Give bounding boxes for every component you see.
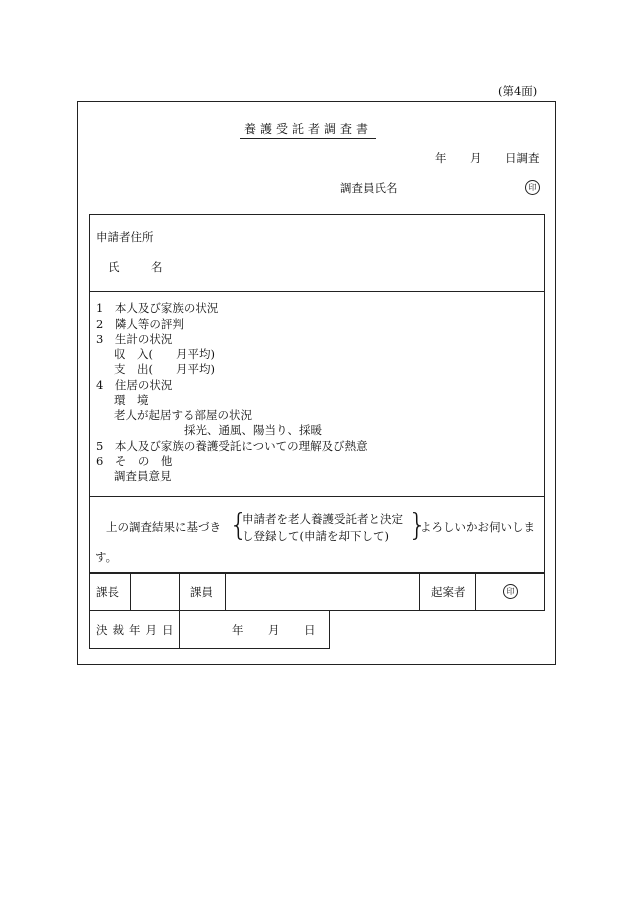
drafter-label: 起案者 — [431, 585, 466, 599]
conclusion-prefix: 上の調査結果に基づき — [106, 520, 221, 534]
survey-month-label: 月 — [470, 151, 482, 165]
item-livelihood: 3 生計の状況 — [96, 332, 173, 346]
item-environment: 環 境 — [114, 393, 149, 407]
seal-icon: 印 — [525, 180, 540, 195]
survey-year-label: 年 — [435, 151, 447, 165]
decision-month-label: 月 — [268, 623, 280, 637]
investigator-name-label: 調査員氏名 — [340, 181, 398, 195]
staff-label: 課員 — [190, 585, 213, 599]
item-understanding: 5 本人及び家族の養護受託についての理解及び熱意 — [96, 439, 368, 453]
right-brace-icon: } — [408, 508, 428, 543]
applicant-address-label: 申請者住所 — [96, 230, 154, 244]
item-residence: 4 住居の状況 — [96, 378, 173, 392]
conclusion-suffix: よろしいかお伺いしま — [420, 520, 535, 534]
conclusion-option-2: し登録して(申請を却下して) — [242, 529, 389, 543]
survey-day-label: 日調査 — [505, 151, 540, 165]
conclusion-option-1: 申請者を老人養護受託者と決定 — [242, 512, 403, 526]
item-room-status: 老人が起居する部屋の状況 — [114, 408, 252, 422]
divider — [90, 291, 544, 292]
seal-icon: 印 — [503, 584, 518, 599]
item-room-conditions: 採光、通風、陽当り、採暖 — [184, 423, 322, 437]
decision-day-label: 日 — [304, 623, 316, 637]
item-other: 6 そ の 他 — [96, 454, 173, 468]
item-investigator-opinion: 調査員意見 — [114, 469, 172, 483]
item-income: 収 入( 月平均) — [114, 347, 215, 361]
decision-year-label: 年 — [232, 623, 244, 637]
item-expenses: 支 出( 月平均) — [114, 362, 215, 376]
conclusion-tail: す。 — [95, 550, 118, 564]
item-neighbor-reputation: 2 隣人等の評判 — [96, 317, 184, 331]
form-title: 養護受託者調査書 — [240, 123, 376, 139]
section-chief-label: 課長 — [96, 585, 119, 599]
item-family-status: 1 本人及び家族の状況 — [96, 301, 219, 315]
approval-table — [89, 573, 545, 611]
page-number: (第4面) — [498, 84, 538, 98]
left-brace-icon: { — [229, 508, 249, 543]
applicant-name-label: 氏 名 — [108, 260, 173, 274]
decision-date-label: 決裁年月日 — [96, 623, 179, 637]
